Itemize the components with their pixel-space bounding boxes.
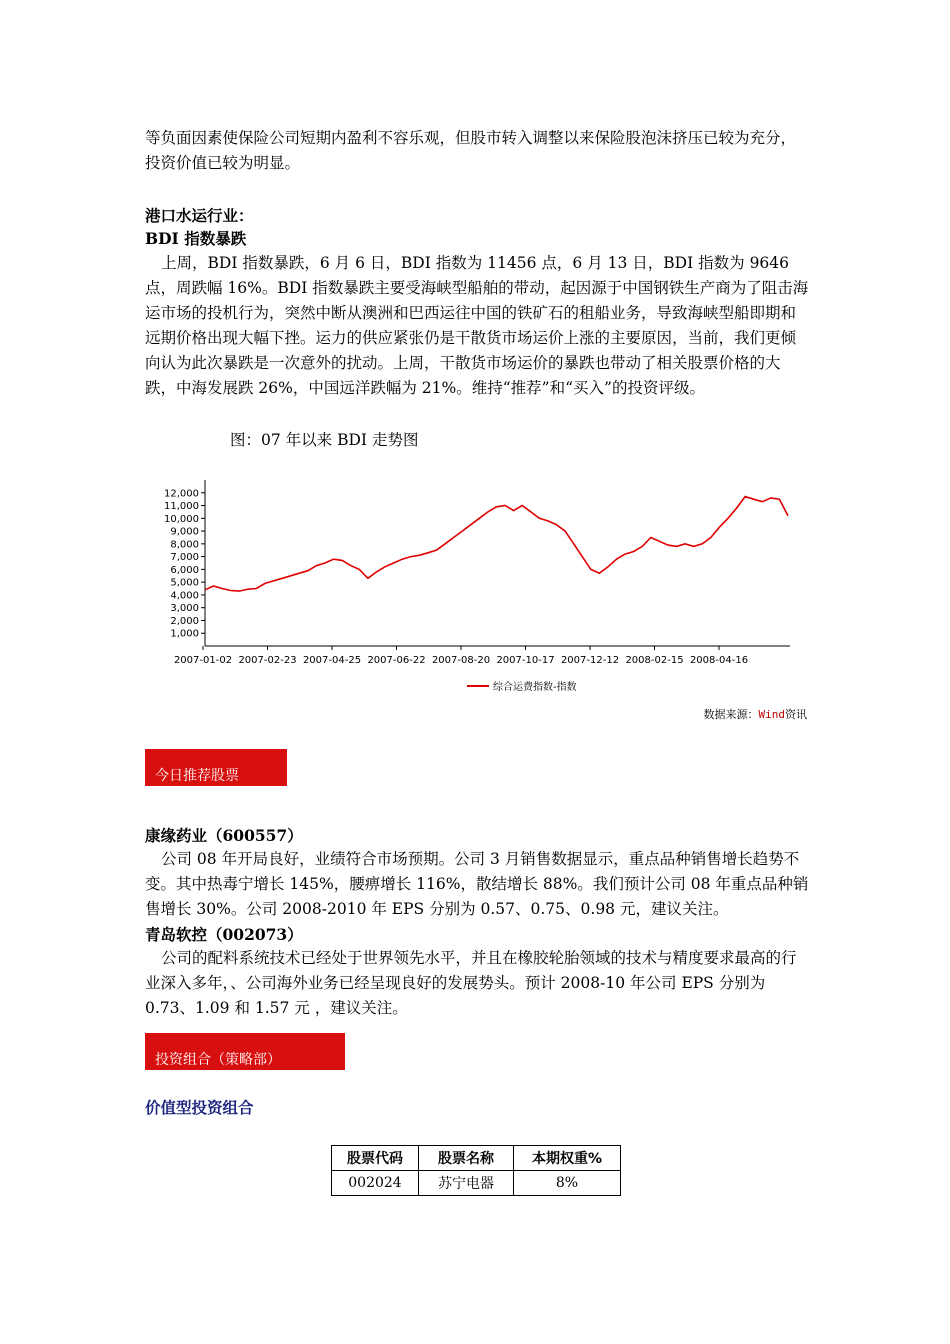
recommend-banner-label: 今日推荐股票 — [155, 768, 239, 784]
data-source — [704, 706, 808, 722]
header-name: 股票名称 — [419, 1146, 514, 1171]
bdi-series-line — [205, 497, 788, 591]
y-tick-label: 4,000 — [170, 590, 199, 602]
source-brand: Wind — [758, 708, 785, 721]
cell-code: 002024 — [332, 1171, 419, 1196]
y-tick-label: 5,000 — [170, 577, 199, 589]
x-tick-label: 2007-06-22 — [367, 655, 426, 666]
source-suffix: 资讯 — [785, 708, 807, 721]
portfolio-banner — [145, 1033, 345, 1070]
y-tick-label: 1,000 — [170, 628, 199, 640]
recommend-banner — [145, 749, 287, 786]
x-tick-label: 2007-12-12 — [560, 655, 620, 666]
source-prefix: 数据来源： — [703, 708, 759, 721]
x-tick-label: 2008-04-16 — [689, 655, 749, 666]
bdi-subheading: BDI 指数暴跌 — [145, 229, 247, 248]
portfolio-banner-label: 投资组合（策略部） — [155, 1052, 281, 1068]
stock2-title: 青岛软控（002073） — [145, 925, 303, 944]
table-header-row — [332, 1146, 621, 1171]
y-tick-label: 8,000 — [170, 539, 199, 551]
y-tick-label: 10,000 — [164, 513, 199, 525]
y-tick-label: 2,000 — [170, 615, 199, 627]
bdi-chart — [145, 470, 810, 725]
bdi-paragraph: 上周，BDI 指数暴跌，6 月 6 日，BDI 指数为 11456 点，6 月 13 日，BDI 指数为 9646 点，周跌幅 16%。BDI 指数暴跌主要受海峡型船舶的带动，起因源于中国钢铁生产商为了阻击海运市场的投机行为，突然中断从澳洲和巴西运往中国的铁矿石的租船业务，导致海峡型船即期和远期价格出现大幅下挫。运力的供应紧张仍是干散货市场运价上涨的主要原因，当前，我们更倾向认为此次暴跌是一次意外的扰动。上周，干散货市场运价的暴跌也带动了相关股票价格的大跌，中海发展跌 26%，中国远洋跌幅为 21%。维持“推荐”和“买入”的投资评级。 — [145, 254, 809, 397]
stock1-body: 公司 08 年开局良好，业绩符合市场预期。公司 3 月销售数据显示，重点品种销售增长趋势不变。其中热毒宁增长 145%，腰痹增长 116%，散结增长 88%。我们预计公司 08 年重点品种销售增长 30%。公司 2008-2010 年 EPS 分别为 0.57、0.75、0.98 元，建议关注。 — [145, 850, 809, 918]
y-tick-label: 9,000 — [170, 526, 199, 538]
legend-label: 综合运费指数-指数 — [493, 682, 577, 693]
x-tick-label: 2007-08-20 — [431, 655, 491, 666]
y-tick-label: 6,000 — [170, 564, 199, 576]
intro-paragraph: 等负面因素使保险公司短期内盈利不容乐观，但股市转入调整以来保险股泡沫挤压已较为充分，投资价值已较为明显。 — [145, 129, 797, 172]
portfolio-title: 价值型投资组合 — [145, 1099, 254, 1117]
y-tick-label: 7,000 — [170, 552, 199, 564]
y-tick-label: 3,000 — [170, 603, 199, 615]
table-row — [332, 1171, 621, 1196]
cell-weight: 8% — [514, 1171, 621, 1196]
x-tick-label: 2007-02-23 — [238, 655, 297, 666]
cell-name: 苏宁电器 — [419, 1171, 514, 1196]
bdi-chart-svg — [145, 470, 810, 700]
header-weight: 本期权重% — [514, 1146, 621, 1171]
stock1-title: 康缘药业（600557） — [145, 826, 303, 845]
stock2-body: 公司的配料系统技术已经处于世界领先水平，并且在橡胶轮胎领域的技术与精度要求最高的行业深入多年，、公司海外业务已经呈现良好的发展势头。预计 2008-10 年公司 EPS 分别为 0.73、1.09 和 1.57 元 ，建议关注。 — [145, 949, 797, 1017]
portfolio-table — [331, 1145, 621, 1196]
header-code: 股票代码 — [332, 1146, 419, 1171]
x-tick-label: 2008-02-15 — [625, 655, 684, 666]
x-tick-label: 2007-10-17 — [496, 655, 555, 666]
y-tick-label: 11,000 — [164, 501, 199, 513]
y-tick-label: 12,000 — [164, 488, 199, 500]
port-heading: 港口水运行业： — [145, 206, 254, 225]
x-tick-label: 2007-01-02 — [173, 655, 233, 666]
figure-caption: 图：07 年以来 BDI 走势图 — [230, 431, 419, 449]
x-tick-label: 2007-04-25 — [302, 655, 362, 666]
